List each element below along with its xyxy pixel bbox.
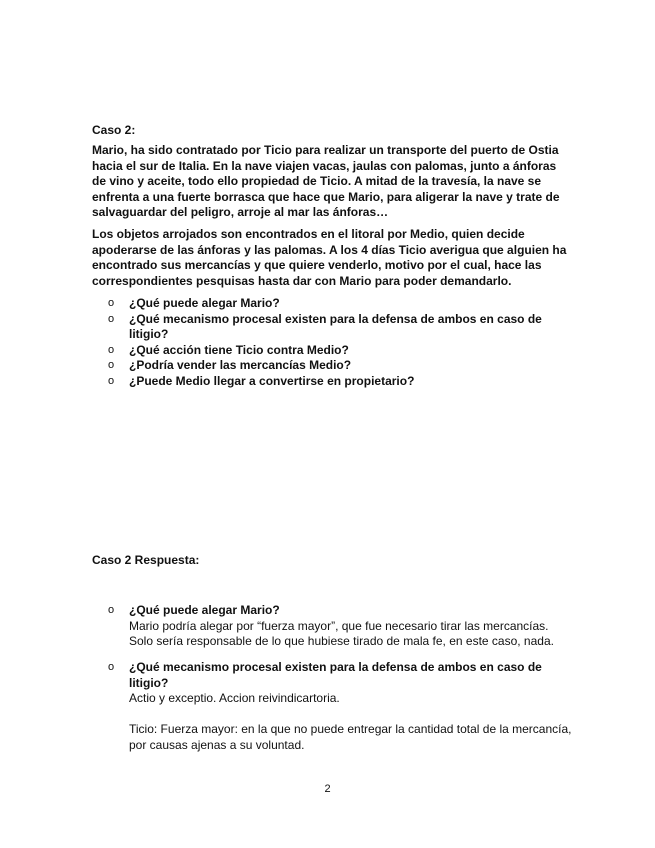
answer-question: ¿Qué puede alegar Mario?	[129, 603, 280, 617]
answers-title: Caso 2 Respuesta:	[92, 553, 200, 567]
bullet-icon: o	[108, 297, 115, 309]
bullet-icon: o	[108, 359, 115, 371]
question-text: ¿Qué acción tiene Ticio contra Medio?	[129, 342, 349, 357]
answer-list-2	[92, 660, 572, 753]
question-text: ¿Qué mecanismo procesal existen para la defensa de ambos en caso de litigio?	[129, 311, 542, 341]
list-item	[92, 358, 572, 374]
bullet-icon: o	[108, 374, 115, 387]
list-item	[92, 374, 572, 390]
case-paragraph-2: Los objetos arrojados son encontrados en el litoral por Medio, quien decide apoderarse de las ánforas y las palomas. A los 4 días Ticio averigua que alguien ha encontrado sus mercancías y que quiere venderlo, motivo por el cual, hace las correspondientes pesquisas hasta dar con Mario para poder demandarlo.	[92, 227, 567, 288]
answer-text: Actio y exceptio. Accion reivindicartoria.	[129, 691, 340, 705]
bullet-icon: o	[108, 661, 115, 673]
page-number: 2	[324, 783, 331, 795]
answer-item	[92, 660, 572, 753]
answer-text: Mario podría alegar por “fuerza mayor”, que fue necesario tirar las mercancías. Solo sería responsable de lo que hubiese tirado de mala fe, en este caso, nada.	[129, 618, 554, 648]
question-list	[92, 296, 572, 389]
bullet-icon: o	[108, 343, 115, 356]
list-item	[92, 312, 572, 343]
answer-list	[92, 603, 572, 650]
case-paragraph-1: Mario, ha sido contratado por Ticio para realizar un transporte del puerto de Ostia hacia el sur de Italia. En la nave viajen vacas, jaulas con palomas, junto a ánforas de vino y aceite, todo ello propiedad de Ticio. A mitad de la travesía, la nave se enfrenta a una fuerte borrasca que hace que Mario, para aligerar la nave y trate de salvaguardar del peligro, arroje al mar las ánforas…	[92, 143, 560, 219]
case-title: Caso 2:	[92, 123, 136, 137]
bullet-icon: o	[108, 312, 115, 325]
bullet-icon: o	[108, 604, 115, 616]
answer-text: Ticio: Fuerza mayor: en la que no puede entregar la cantidad total de la mercancía, por causas ajenas a su voluntad.	[129, 722, 572, 752]
answer-item	[92, 603, 572, 650]
question-text: ¿Podría vender las mercancías Medio?	[129, 358, 352, 372]
list-item	[92, 296, 572, 312]
question-text: ¿Puede Medio llegar a convertirse en propietario?	[129, 373, 415, 388]
answer-question: ¿Qué mecanismo procesal existen para la defensa de ambos en caso de litigio?	[129, 660, 542, 690]
list-item	[92, 343, 572, 359]
question-text: ¿Qué puede alegar Mario?	[129, 296, 280, 310]
